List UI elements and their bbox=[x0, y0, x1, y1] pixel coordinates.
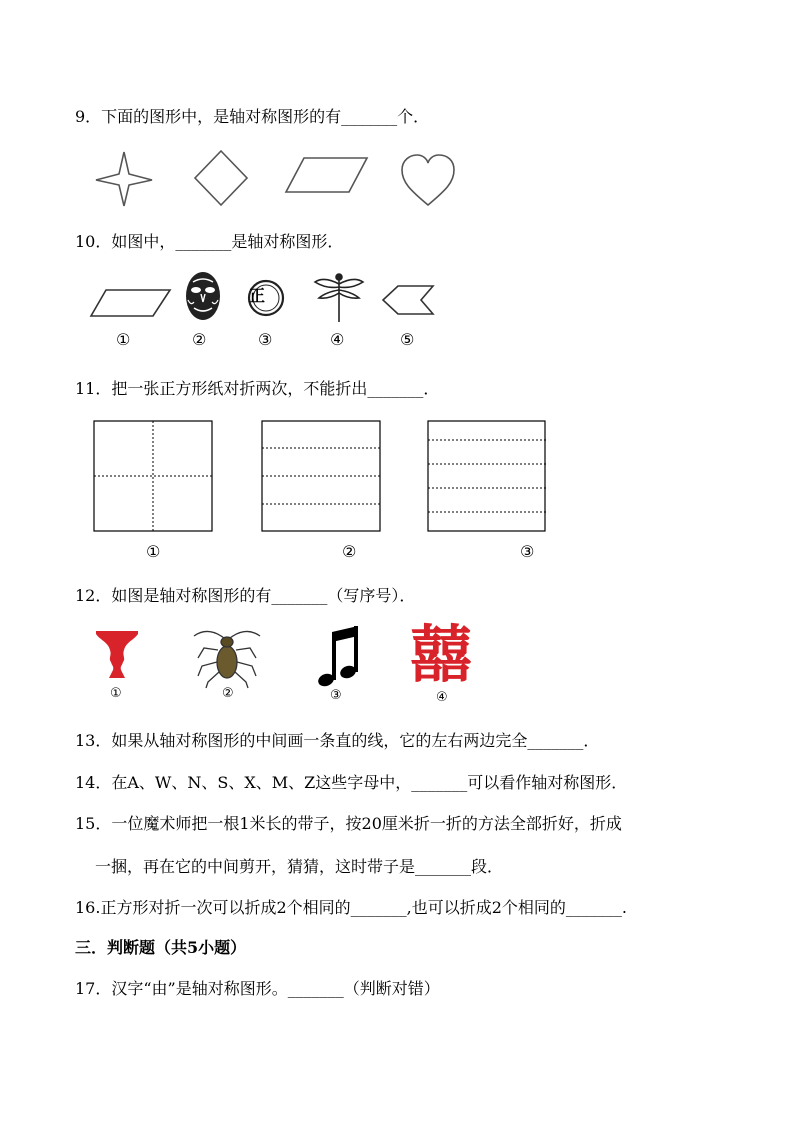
question-12: 12．如图是轴对称图形的有_______（写序号）． bbox=[75, 586, 416, 605]
diamond-shape bbox=[195, 151, 247, 205]
q11-label-1: ① bbox=[146, 542, 161, 561]
dragonfly-icon bbox=[315, 274, 363, 322]
q11-label-2: ② bbox=[342, 542, 357, 561]
q12-label-1: ① bbox=[110, 686, 122, 701]
q12-label-3: ③ bbox=[330, 688, 342, 703]
question-11: 11．把一张正方形纸对折两次，不能折出_______． bbox=[75, 379, 440, 398]
section-3-heading: 三．判断题（共5小题） bbox=[75, 938, 247, 957]
q10-figures bbox=[88, 270, 448, 328]
vase-faces-icon bbox=[96, 631, 138, 678]
q10-label-2: ② bbox=[192, 330, 207, 349]
q10-label-4: ④ bbox=[330, 330, 345, 349]
heart-shape bbox=[402, 155, 454, 205]
q11-figures bbox=[90, 418, 552, 538]
music-note-icon bbox=[316, 626, 358, 688]
parallelogram-shape bbox=[91, 290, 170, 316]
question-16: 16.正方形对折一次可以折成2个相同的_______,也可以折成2个相同的_______. bbox=[75, 898, 627, 917]
q11-label-3: ③ bbox=[520, 542, 535, 561]
q12-figures bbox=[90, 622, 390, 692]
double-happiness-icon: 囍 bbox=[409, 618, 472, 691]
beetle-icon bbox=[194, 631, 260, 688]
parallelogram-shape bbox=[286, 158, 367, 192]
folded-square-2 bbox=[262, 421, 380, 531]
question-13: 13．如果从轴对称图形的中间画一条直的线，它的左右两边完全_______． bbox=[75, 731, 600, 750]
q10-label-3: ③ bbox=[258, 330, 273, 349]
opera-mask-icon bbox=[186, 272, 220, 320]
seal-char: 正 bbox=[249, 286, 266, 305]
question-15-line-1: 15．一位魔术师把一根1米长的带子，按20厘米折一折的方法全部折好，折成 bbox=[75, 814, 622, 833]
arrow-pentagon-shape bbox=[383, 286, 433, 314]
folded-square-3 bbox=[428, 421, 548, 531]
q12-label-4: ④ bbox=[436, 690, 448, 705]
question-14: 14．在A、W、N、S、X、M、Z这些字母中，_______可以看作轴对称图形． bbox=[75, 773, 628, 792]
folded-square-1 bbox=[94, 421, 212, 531]
q12-label-2: ② bbox=[222, 686, 234, 701]
question-10: 10．如图中，_______是轴对称图形． bbox=[75, 232, 344, 251]
q10-label-1: ① bbox=[116, 330, 131, 349]
question-15-line-2: 一捆，再在它的中间剪开，猜猜，这时带子是_______段． bbox=[95, 857, 504, 876]
q10-label-5: ⑤ bbox=[400, 330, 415, 349]
question-17: 17．汉字“由”是轴对称图形。_______（判断对错） bbox=[75, 979, 440, 998]
four-point-star-shape bbox=[96, 152, 152, 206]
question-9: 9．下面的图形中，是轴对称图形的有_______个． bbox=[75, 107, 430, 126]
q9-figures bbox=[90, 148, 460, 210]
